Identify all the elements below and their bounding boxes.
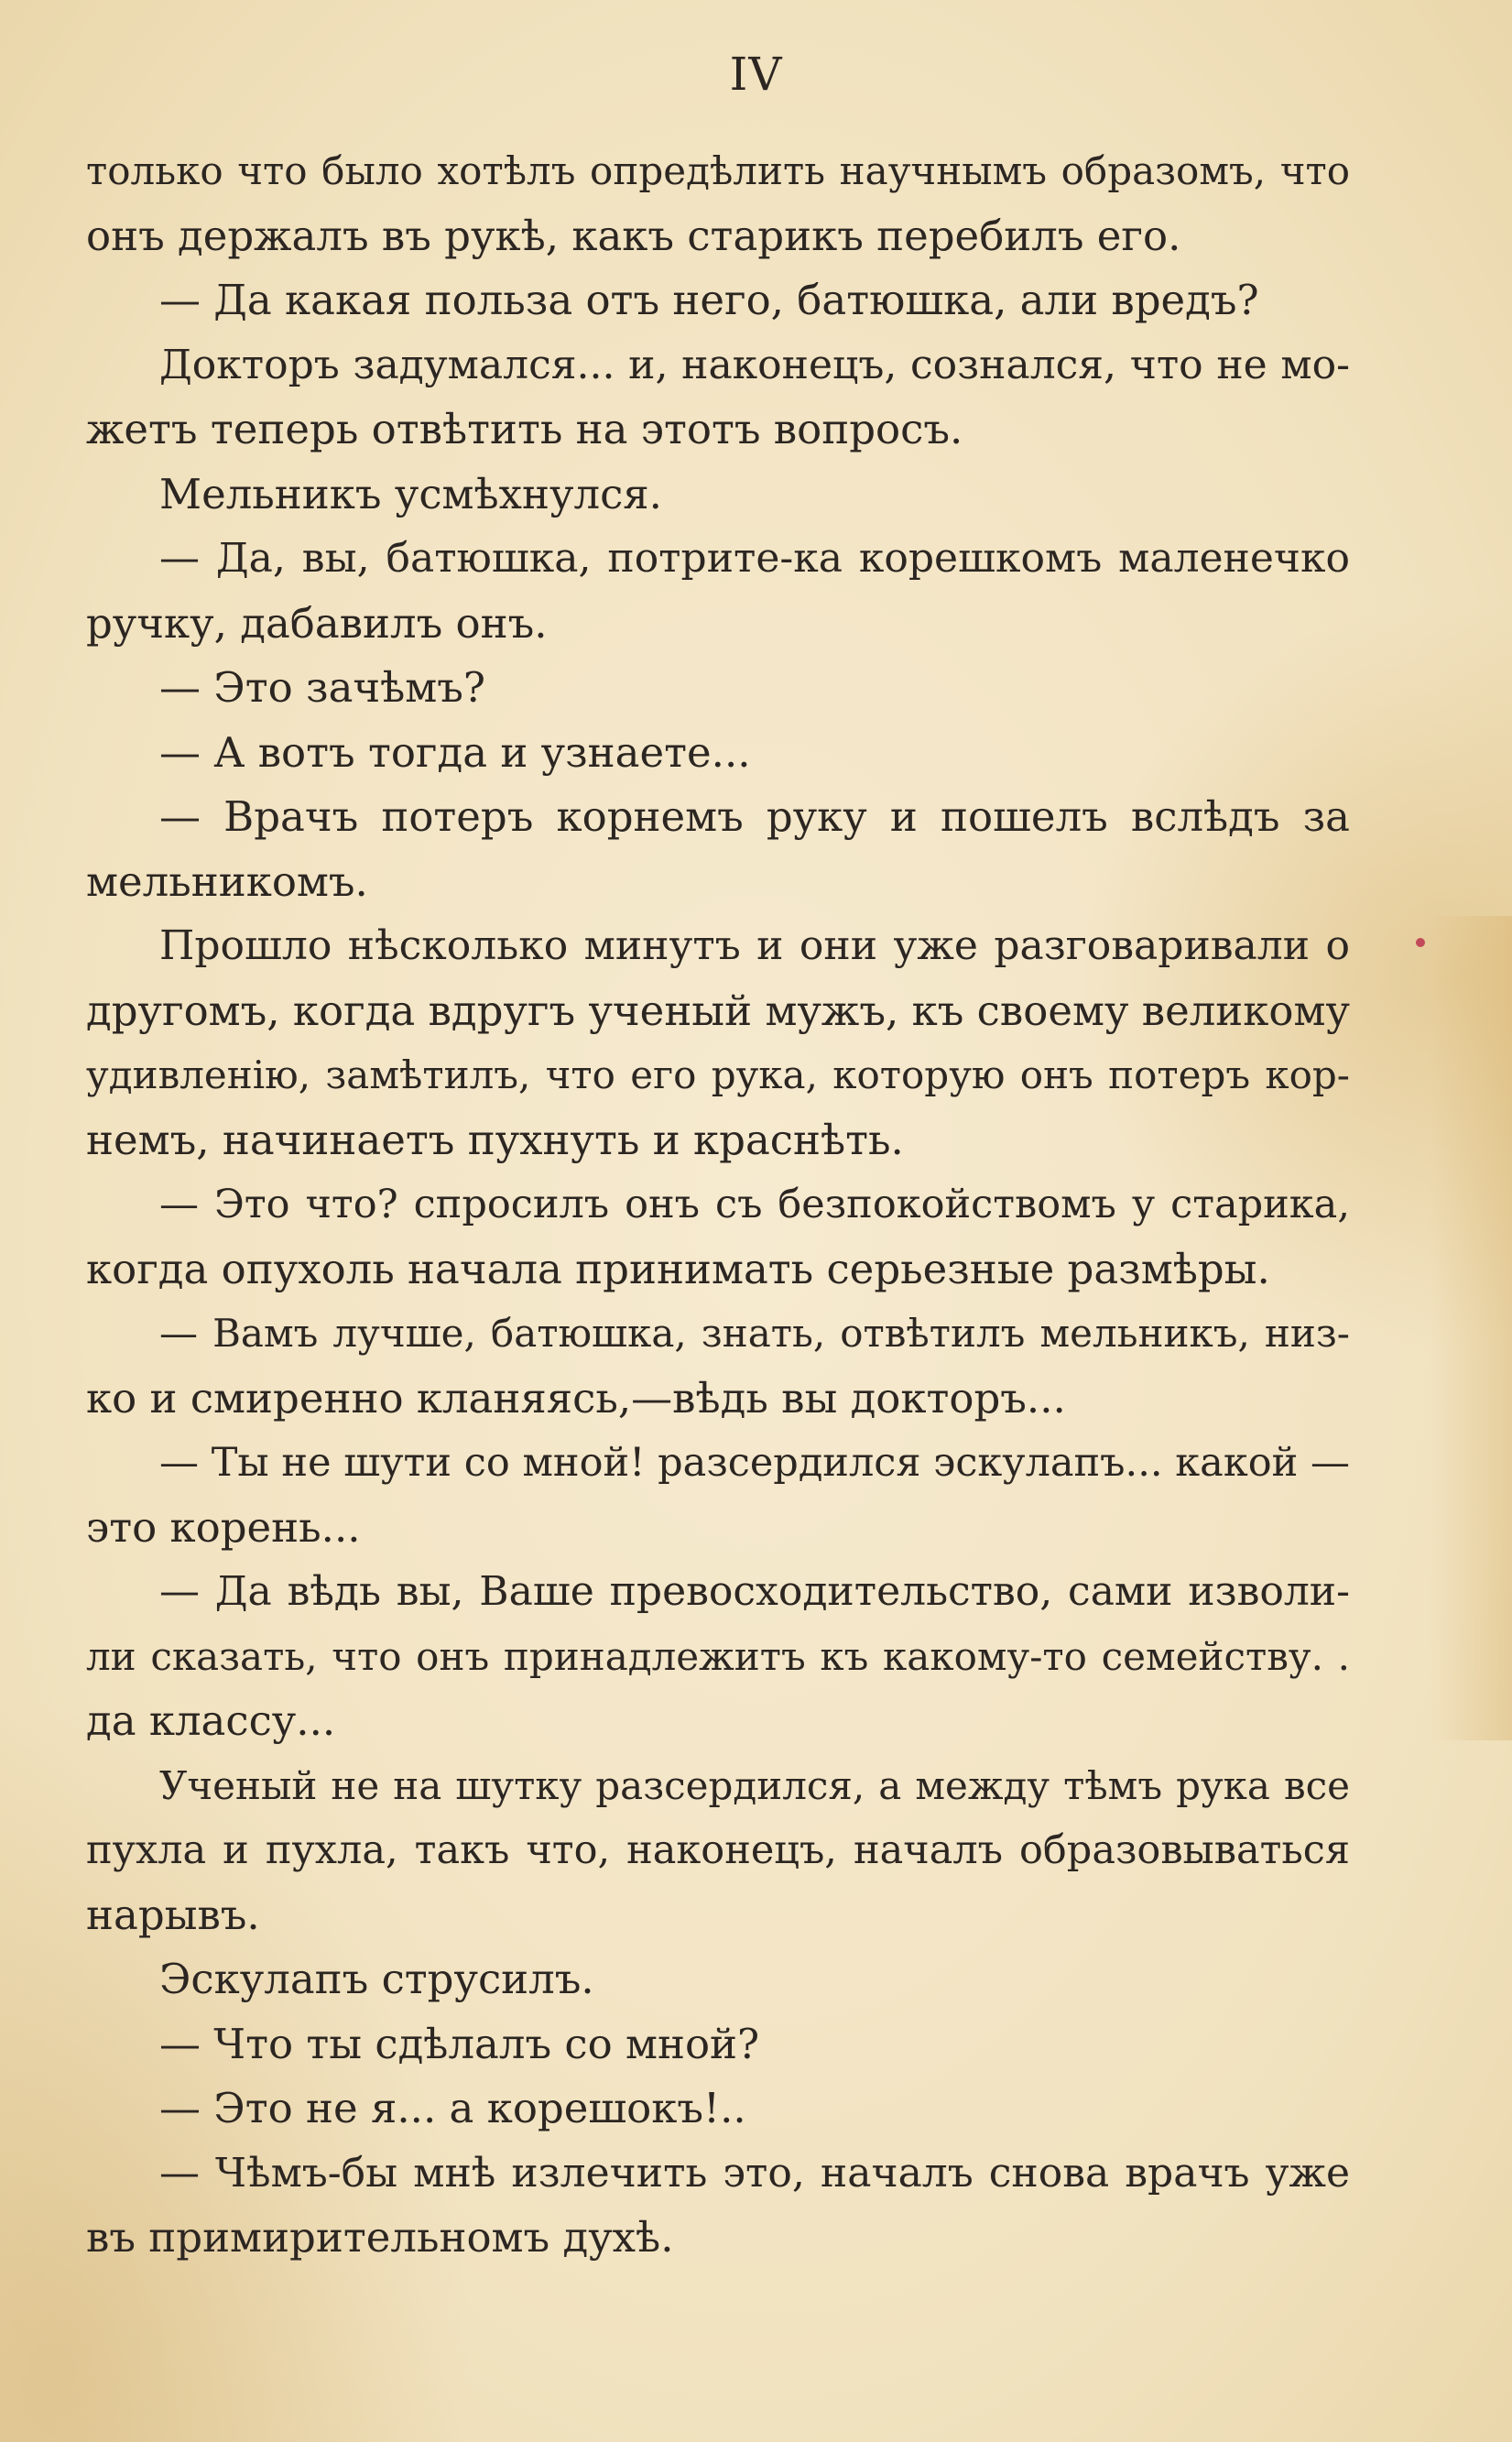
text-line: — Вамъ лучше, батюшка, знать, отвѣтилъ мельникъ, низ- bbox=[159, 1311, 1350, 1356]
text-line: немъ, начинаетъ пухнуть и краснѣть. bbox=[86, 1115, 904, 1164]
text-line: ли сказать, что онъ принадлежитъ къ какому-то семейству. . bbox=[86, 1633, 1350, 1679]
text-line: мельникомъ. bbox=[86, 856, 368, 906]
text-line: — Да какая польза отъ него, батюшка, али вредъ? bbox=[159, 276, 1259, 324]
text-line: — Да, вы, батюшка, потрите-ка корешкомъ маленечко bbox=[159, 535, 1350, 582]
text-line: это корень... bbox=[86, 1502, 361, 1552]
page-number: IV bbox=[729, 48, 783, 101]
text-line: — Чѣмъ-бы мнѣ излечить это, началъ снова врачъ уже bbox=[159, 2149, 1350, 2197]
text-line: — Это что? спросилъ онъ съ безпокойствомъ у старика, bbox=[159, 1182, 1350, 1227]
text-line: удивленію, замѣтилъ, что его рука, которую онъ потеръ кор- bbox=[86, 1052, 1350, 1097]
text-line: — Врачъ потеръ корнемъ руку и пошелъ вслѣдъ за bbox=[159, 792, 1350, 841]
text-line: Прошло нѣсколько минутъ и они уже разговаривали о bbox=[159, 922, 1350, 969]
text-line: Ученый не на шутку разсердился, а между тѣмъ рука все bbox=[159, 1762, 1350, 1808]
text-line: — Что ты сдѣлалъ со мной? bbox=[159, 2019, 760, 2068]
text-line: ко и смиренно кланяясь,—вѣдь вы докторъ... bbox=[86, 1373, 1066, 1423]
paper-stain bbox=[1430, 916, 1512, 1740]
text-line: другомъ, когда вдругъ ученый мужъ, къ своему великому bbox=[86, 986, 1350, 1035]
text-line: ручку, дабавилъ онъ. bbox=[86, 598, 548, 648]
body-text bbox=[86, 139, 1350, 2271]
ink-dot bbox=[1416, 938, 1425, 947]
text-line: Эскулапъ струсилъ. bbox=[159, 1955, 594, 2003]
text-line: да классу... bbox=[86, 1696, 336, 1745]
text-line: Докторъ задумался... и, наконецъ, сознался, что не мо- bbox=[159, 341, 1350, 388]
text-line: только что было хотѣлъ опредѣлить научнымъ образомъ, что bbox=[86, 148, 1350, 193]
text-line: — Это не я... а корешокъ!.. bbox=[159, 2084, 746, 2132]
text-line: пухла и пухла, такъ что, наконецъ, началъ образовываться bbox=[86, 1827, 1350, 1873]
text-line: жетъ теперь отвѣтить на этотъ вопросъ. bbox=[86, 405, 963, 453]
text-line: — Ты не шути со мной! разсердился эскулапъ... какой — bbox=[159, 1440, 1350, 1486]
text-line: въ примирительномъ духѣ. bbox=[86, 2213, 674, 2262]
text-line: нарывъ. bbox=[86, 1890, 260, 1939]
text-line: онъ держалъ въ рукѣ, какъ старикъ перебилъ его. bbox=[86, 211, 1181, 260]
text-line: — А вотъ тогда и узнаете... bbox=[159, 727, 751, 777]
text-line: — Да вѣдь вы, Ваше превосходительство, сами изволи- bbox=[159, 1568, 1350, 1615]
text-line: когда опухоль начала принимать серьезные размѣры. bbox=[86, 1244, 1270, 1293]
text-line: — Это зачѣмъ? bbox=[159, 663, 486, 712]
text-line: Мельникъ усмѣхнулся. bbox=[159, 469, 662, 518]
